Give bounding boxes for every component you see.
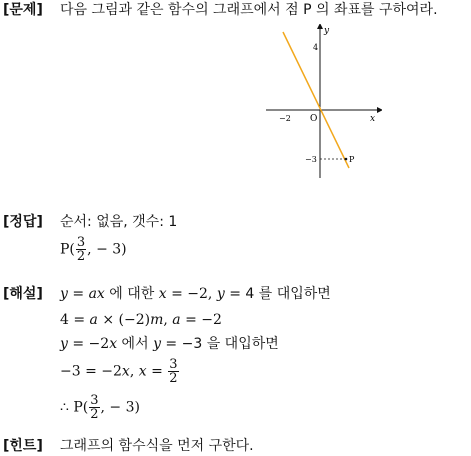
sol1-text1: 에 대한	[104, 286, 159, 302]
solution-line2	[60, 312, 222, 328]
sol4-num: 3	[169, 357, 178, 372]
solution-line1	[60, 286, 331, 302]
sol4-d: x	[138, 363, 147, 380]
answer-tag: [정답]	[3, 214, 43, 230]
sol1-ax: ax	[88, 286, 105, 302]
function-line	[283, 32, 349, 168]
sol2-g: = −2	[180, 312, 222, 328]
sol5-a: ∴ P(	[60, 399, 89, 416]
answer-line1	[60, 214, 177, 230]
sol1-x: x	[158, 286, 167, 302]
sol1-y2: y	[216, 286, 225, 302]
sol5-b: , − 3)	[100, 399, 140, 416]
solution-line5	[60, 394, 140, 421]
sol1-text2: = 4 를 대입하면	[224, 286, 331, 302]
sol5-den: 2	[90, 407, 99, 422]
sol1-xval: = −2,	[166, 286, 217, 302]
sol4-e: =	[146, 363, 168, 380]
y-tick-neg3: −3	[305, 155, 317, 164]
x-tick-neg2: −2	[279, 114, 291, 123]
sol3-c: x	[109, 336, 118, 352]
y-tick-4: 4	[313, 43, 319, 52]
sol3-f: = −3 을 대입하면	[160, 336, 279, 352]
point-p-label: P	[349, 155, 355, 164]
answer-fraction	[76, 236, 86, 263]
answer-num: 3	[76, 235, 86, 250]
sol2-f: a	[172, 312, 181, 328]
sol4-den: 2	[169, 371, 178, 386]
sol2-c: × (−2)	[97, 312, 151, 328]
sol2-e: ,	[163, 312, 173, 328]
sol3-b: = −2	[67, 336, 110, 352]
solution-line3	[60, 336, 279, 352]
sol1-y: y	[60, 286, 68, 302]
sol2-a: 4 =	[60, 312, 90, 328]
solution-tag: [해설]	[3, 286, 43, 302]
sol3-a: y	[60, 336, 68, 352]
answer-p: P(	[60, 241, 75, 258]
hint-text: 그래프의 함수식을 먼저 구한다.	[60, 438, 254, 454]
hint-tag: [힌트]	[3, 438, 43, 454]
answer-line2	[60, 236, 127, 263]
problem-tag: [문제]	[3, 2, 43, 18]
solution-line4	[60, 358, 180, 385]
answer-rest: , − 3)	[87, 241, 127, 258]
sol4-b: x	[121, 363, 130, 380]
sol2-d: m	[150, 312, 164, 328]
sol3-d: 에서	[117, 336, 154, 352]
sol4-c: ,	[129, 363, 139, 380]
sol3-e: y	[153, 336, 161, 352]
sol1-eq: =	[67, 286, 89, 302]
y-axis-label: y	[324, 26, 330, 36]
sol4-fraction	[168, 358, 178, 385]
answer-text: 순서: 없음, 갯수: 1	[60, 214, 178, 230]
x-axis-label: x	[370, 114, 376, 124]
sol2-b: a	[89, 312, 98, 328]
function-graph	[262, 24, 382, 184]
sol4-a: −3 = −2	[60, 363, 122, 380]
sol5-num: 3	[90, 393, 99, 408]
answer-den: 2	[76, 249, 86, 264]
problem-text: 다음 그림과 같은 함수의 그래프에서 점 P 의 좌표를 구하여라.	[60, 2, 438, 18]
origin-label: O	[310, 114, 318, 124]
sol5-fraction	[89, 394, 99, 421]
point-p	[345, 158, 348, 161]
